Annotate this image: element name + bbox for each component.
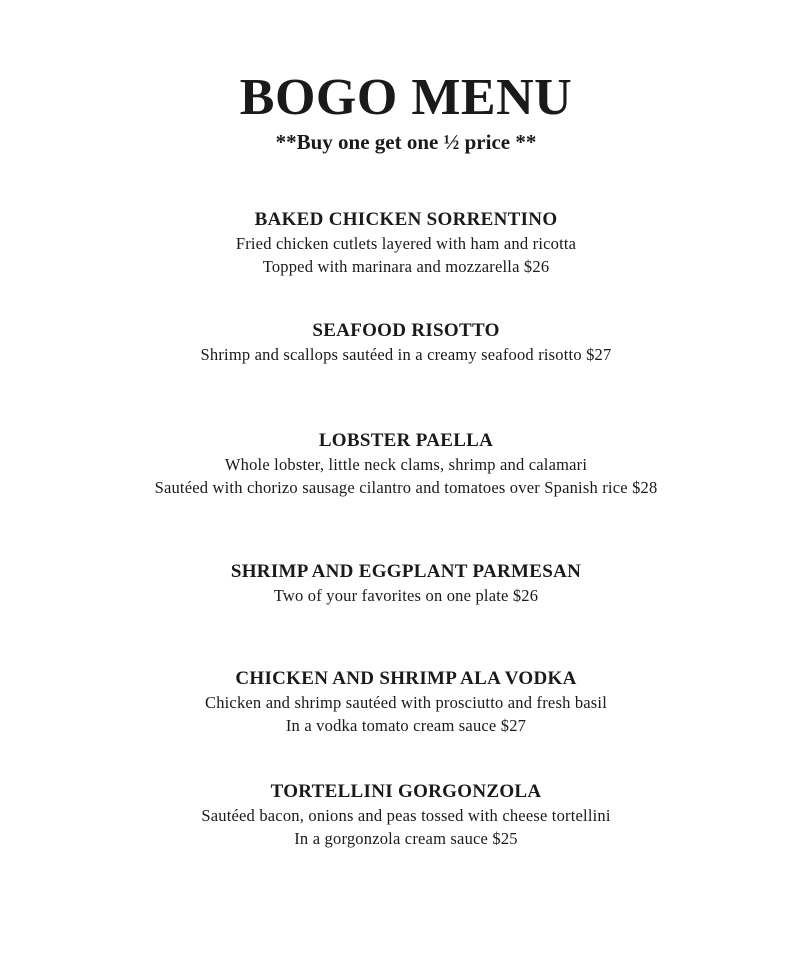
menu-item-name: BAKED CHICKEN SORRENTINO: [254, 209, 558, 230]
menu-item-description: Whole lobster, little neck clams, shrimp and calamari: [224, 455, 588, 474]
menu-item-description: In a gorgonzola cream sauce $25: [294, 829, 518, 848]
menu-item-description: Chicken and shrimp sautéed with prosciutto and fresh basil: [204, 693, 608, 712]
menu-item-name: SEAFOOD RISOTTO: [312, 320, 500, 341]
menu-item-description: Two of your favorites on one plate $26: [273, 586, 539, 605]
menu-item-chicken-and-shrimp-ala-vodka: [0, 667, 812, 737]
menu-item-description: In a vodka tomato cream sauce $27: [285, 716, 527, 735]
menu-item-lobster-paella: [0, 429, 812, 499]
menu-title: BOGO MENU: [239, 69, 573, 126]
menu-item-shrimp-and-eggplant-parmesan: [0, 560, 812, 607]
menu-item-description: Topped with marinara and mozzarella $26: [262, 257, 550, 276]
menu-item-description: Sautéed bacon, onions and peas tossed with cheese tortellini: [201, 806, 611, 825]
menu-subtitle: **Buy one get one ½ price **: [275, 130, 537, 154]
menu-item-description: Sautéed with chorizo sausage cilantro and tomatoes over Spanish rice $28: [154, 478, 658, 497]
menu-item-description: Shrimp and scallops sautéed in a creamy seafood risotto $27: [200, 345, 612, 364]
menu-item-name: LOBSTER PAELLA: [318, 430, 494, 451]
menu-item-name: CHICKEN AND SHRIMP ALA VODKA: [235, 668, 577, 689]
menu-item-seafood-risotto: [0, 319, 812, 366]
menu-item-tortellini-gorgonzola: [0, 780, 812, 850]
menu-item-name: SHRIMP AND EGGPLANT PARMESAN: [230, 561, 582, 582]
menu-item-description: Fried chicken cutlets layered with ham and ricotta: [235, 234, 577, 253]
menu-item-name: TORTELLINI GORGONZOLA: [270, 781, 542, 802]
menu-item-baked-chicken-sorrentino: [0, 208, 812, 278]
